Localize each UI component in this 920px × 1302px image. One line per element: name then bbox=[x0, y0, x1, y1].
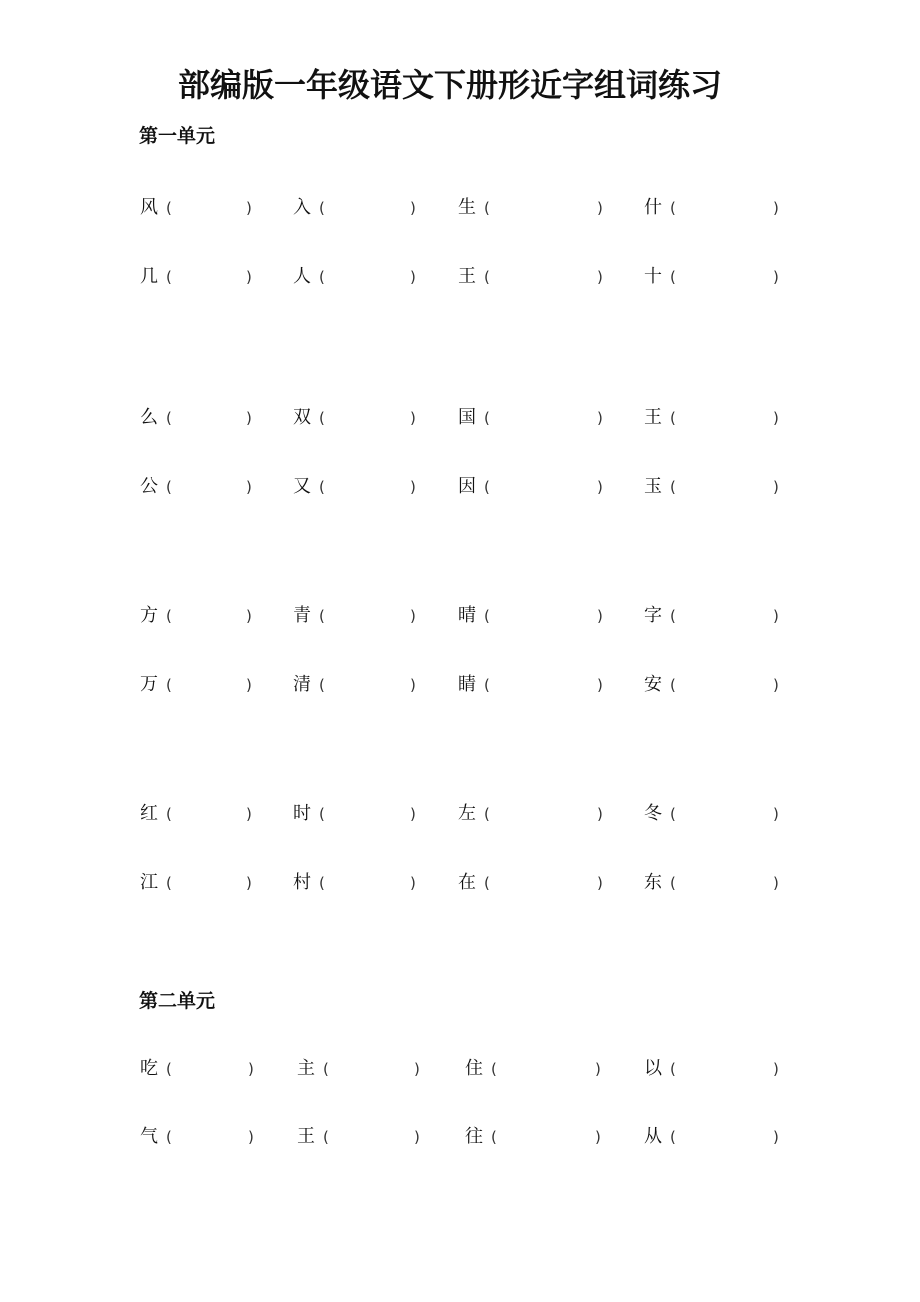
close-paren: ) bbox=[246, 409, 252, 427]
open-paren: ( bbox=[319, 268, 325, 286]
open-paren: ( bbox=[319, 478, 325, 496]
word-blank[interactable] bbox=[293, 604, 422, 628]
page-title: 部编版一年级语文下册形近字组词练习 bbox=[177, 66, 722, 104]
close-paren: ) bbox=[773, 199, 779, 217]
close-paren: ) bbox=[773, 1128, 779, 1146]
word-blank[interactable] bbox=[293, 802, 422, 826]
word-blank[interactable] bbox=[140, 673, 258, 697]
character: 么 bbox=[140, 407, 158, 428]
character: 在 bbox=[458, 872, 476, 893]
close-paren: ) bbox=[773, 805, 779, 823]
character: 风 bbox=[140, 197, 158, 218]
word-blank[interactable] bbox=[293, 406, 422, 430]
character: 时 bbox=[293, 803, 311, 824]
word-blank[interactable] bbox=[293, 871, 422, 895]
open-paren: ( bbox=[670, 478, 676, 496]
open-paren: ( bbox=[319, 676, 325, 694]
character: 睛 bbox=[458, 674, 476, 695]
word-blank[interactable] bbox=[465, 1125, 607, 1149]
open-paren: ( bbox=[670, 409, 676, 427]
close-paren: ) bbox=[597, 409, 603, 427]
character: 主 bbox=[297, 1058, 315, 1079]
word-blank[interactable] bbox=[644, 673, 785, 697]
character: 双 bbox=[293, 407, 311, 428]
word-blank[interactable] bbox=[293, 265, 422, 289]
word-blank[interactable] bbox=[644, 1057, 785, 1081]
character: 方 bbox=[140, 605, 158, 626]
word-blank[interactable] bbox=[140, 406, 258, 430]
word-blank[interactable] bbox=[458, 673, 609, 697]
close-paren: ) bbox=[597, 199, 603, 217]
close-paren: ) bbox=[773, 478, 779, 496]
word-blank[interactable] bbox=[140, 802, 258, 826]
open-paren: ( bbox=[484, 268, 490, 286]
character: 什 bbox=[644, 197, 662, 218]
character: 清 bbox=[293, 674, 311, 695]
character: 江 bbox=[140, 872, 158, 893]
word-blank[interactable] bbox=[140, 265, 258, 289]
word-blank[interactable] bbox=[644, 406, 785, 430]
open-paren: ( bbox=[166, 805, 172, 823]
open-paren: ( bbox=[323, 1128, 329, 1146]
close-paren: ) bbox=[414, 1060, 420, 1078]
close-paren: ) bbox=[246, 199, 252, 217]
open-paren: ( bbox=[484, 676, 490, 694]
close-paren: ) bbox=[410, 874, 416, 892]
close-paren: ) bbox=[597, 676, 603, 694]
close-paren: ) bbox=[773, 676, 779, 694]
close-paren: ) bbox=[597, 874, 603, 892]
close-paren: ) bbox=[773, 268, 779, 286]
close-paren: ) bbox=[246, 676, 252, 694]
character: 冬 bbox=[644, 803, 662, 824]
exercise-row bbox=[0, 196, 920, 220]
exercise-row bbox=[0, 265, 920, 289]
word-blank[interactable] bbox=[458, 406, 609, 430]
close-paren: ) bbox=[773, 1060, 779, 1078]
character: 玉 bbox=[644, 476, 662, 497]
word-blank[interactable] bbox=[644, 871, 785, 895]
open-paren: ( bbox=[670, 805, 676, 823]
character: 王 bbox=[297, 1126, 315, 1147]
word-blank[interactable] bbox=[465, 1057, 607, 1081]
close-paren: ) bbox=[773, 607, 779, 625]
character: 东 bbox=[644, 872, 662, 893]
character: 王 bbox=[644, 407, 662, 428]
character: 晴 bbox=[458, 605, 476, 626]
open-paren: ( bbox=[670, 199, 676, 217]
close-paren: ) bbox=[597, 805, 603, 823]
open-paren: ( bbox=[491, 1060, 497, 1078]
open-paren: ( bbox=[166, 199, 172, 217]
open-paren: ( bbox=[319, 199, 325, 217]
open-paren: ( bbox=[166, 409, 172, 427]
word-blank[interactable] bbox=[293, 196, 422, 220]
character: 因 bbox=[458, 476, 476, 497]
word-blank[interactable] bbox=[644, 802, 785, 826]
character: 公 bbox=[140, 476, 158, 497]
word-blank[interactable] bbox=[644, 475, 785, 499]
word-blank[interactable] bbox=[297, 1057, 426, 1081]
close-paren: ) bbox=[597, 478, 603, 496]
character: 几 bbox=[140, 266, 158, 287]
close-paren: ) bbox=[773, 409, 779, 427]
exercise-row bbox=[0, 1057, 920, 1081]
exercise-row bbox=[0, 604, 920, 628]
close-paren: ) bbox=[246, 268, 252, 286]
character: 万 bbox=[140, 674, 158, 695]
character: 气 bbox=[140, 1126, 158, 1147]
word-blank[interactable] bbox=[458, 802, 609, 826]
open-paren: ( bbox=[323, 1060, 329, 1078]
open-paren: ( bbox=[670, 607, 676, 625]
open-paren: ( bbox=[484, 607, 490, 625]
open-paren: ( bbox=[166, 268, 172, 286]
close-paren: ) bbox=[246, 805, 252, 823]
word-blank[interactable] bbox=[458, 475, 609, 499]
character: 人 bbox=[293, 266, 311, 287]
open-paren: ( bbox=[670, 1060, 676, 1078]
character: 生 bbox=[458, 197, 476, 218]
close-paren: ) bbox=[248, 1128, 254, 1146]
character: 青 bbox=[293, 605, 311, 626]
open-paren: ( bbox=[319, 607, 325, 625]
word-blank[interactable] bbox=[644, 1125, 785, 1149]
word-blank[interactable] bbox=[140, 1125, 260, 1149]
close-paren: ) bbox=[597, 607, 603, 625]
word-blank[interactable] bbox=[644, 604, 785, 628]
open-paren: ( bbox=[670, 874, 676, 892]
word-blank[interactable] bbox=[140, 475, 258, 499]
open-paren: ( bbox=[484, 478, 490, 496]
word-blank[interactable] bbox=[140, 604, 258, 628]
unit-2-heading: 第二单元 bbox=[139, 990, 216, 1012]
close-paren: ) bbox=[410, 607, 416, 625]
close-paren: ) bbox=[773, 874, 779, 892]
open-paren: ( bbox=[319, 874, 325, 892]
exercise-row bbox=[0, 475, 920, 499]
word-blank[interactable] bbox=[458, 196, 609, 220]
open-paren: ( bbox=[484, 409, 490, 427]
character: 往 bbox=[465, 1126, 483, 1147]
word-blank[interactable] bbox=[140, 871, 258, 895]
close-paren: ) bbox=[410, 409, 416, 427]
open-paren: ( bbox=[484, 874, 490, 892]
exercise-row bbox=[0, 802, 920, 826]
word-blank[interactable] bbox=[140, 196, 258, 220]
open-paren: ( bbox=[670, 1128, 676, 1146]
close-paren: ) bbox=[410, 676, 416, 694]
character: 入 bbox=[293, 197, 311, 218]
character: 左 bbox=[458, 803, 476, 824]
word-blank[interactable] bbox=[458, 265, 609, 289]
word-blank[interactable] bbox=[293, 475, 422, 499]
open-paren: ( bbox=[484, 805, 490, 823]
character: 十 bbox=[644, 266, 662, 287]
close-paren: ) bbox=[410, 805, 416, 823]
word-blank[interactable] bbox=[458, 871, 609, 895]
word-blank[interactable] bbox=[293, 673, 422, 697]
open-paren: ( bbox=[166, 874, 172, 892]
exercise-row bbox=[0, 1125, 920, 1149]
open-paren: ( bbox=[319, 805, 325, 823]
word-blank[interactable] bbox=[644, 196, 785, 220]
open-paren: ( bbox=[166, 478, 172, 496]
open-paren: ( bbox=[319, 409, 325, 427]
character: 王 bbox=[458, 266, 476, 287]
open-paren: ( bbox=[166, 1128, 172, 1146]
unit-1-heading: 第一单元 bbox=[139, 125, 216, 147]
open-paren: ( bbox=[166, 676, 172, 694]
open-paren: ( bbox=[484, 199, 490, 217]
character: 吃 bbox=[140, 1058, 158, 1079]
character: 从 bbox=[644, 1126, 662, 1147]
character: 国 bbox=[458, 407, 476, 428]
close-paren: ) bbox=[248, 1060, 254, 1078]
exercise-row bbox=[0, 871, 920, 895]
open-paren: ( bbox=[670, 268, 676, 286]
character: 住 bbox=[465, 1058, 483, 1079]
open-paren: ( bbox=[491, 1128, 497, 1146]
close-paren: ) bbox=[410, 478, 416, 496]
close-paren: ) bbox=[246, 478, 252, 496]
character: 红 bbox=[140, 803, 158, 824]
close-paren: ) bbox=[410, 199, 416, 217]
close-paren: ) bbox=[597, 268, 603, 286]
close-paren: ) bbox=[595, 1060, 601, 1078]
close-paren: ) bbox=[595, 1128, 601, 1146]
character: 安 bbox=[644, 674, 662, 695]
word-blank[interactable] bbox=[297, 1125, 426, 1149]
open-paren: ( bbox=[166, 607, 172, 625]
close-paren: ) bbox=[246, 874, 252, 892]
close-paren: ) bbox=[246, 607, 252, 625]
character: 字 bbox=[644, 605, 662, 626]
word-blank[interactable] bbox=[458, 604, 609, 628]
word-blank[interactable] bbox=[644, 265, 785, 289]
open-paren: ( bbox=[670, 676, 676, 694]
close-paren: ) bbox=[414, 1128, 420, 1146]
exercise-row bbox=[0, 406, 920, 430]
open-paren: ( bbox=[166, 1060, 172, 1078]
exercise-row bbox=[0, 673, 920, 697]
word-blank[interactable] bbox=[140, 1057, 260, 1081]
character: 村 bbox=[293, 872, 311, 893]
character: 以 bbox=[644, 1058, 662, 1079]
character: 又 bbox=[293, 476, 311, 497]
close-paren: ) bbox=[410, 268, 416, 286]
